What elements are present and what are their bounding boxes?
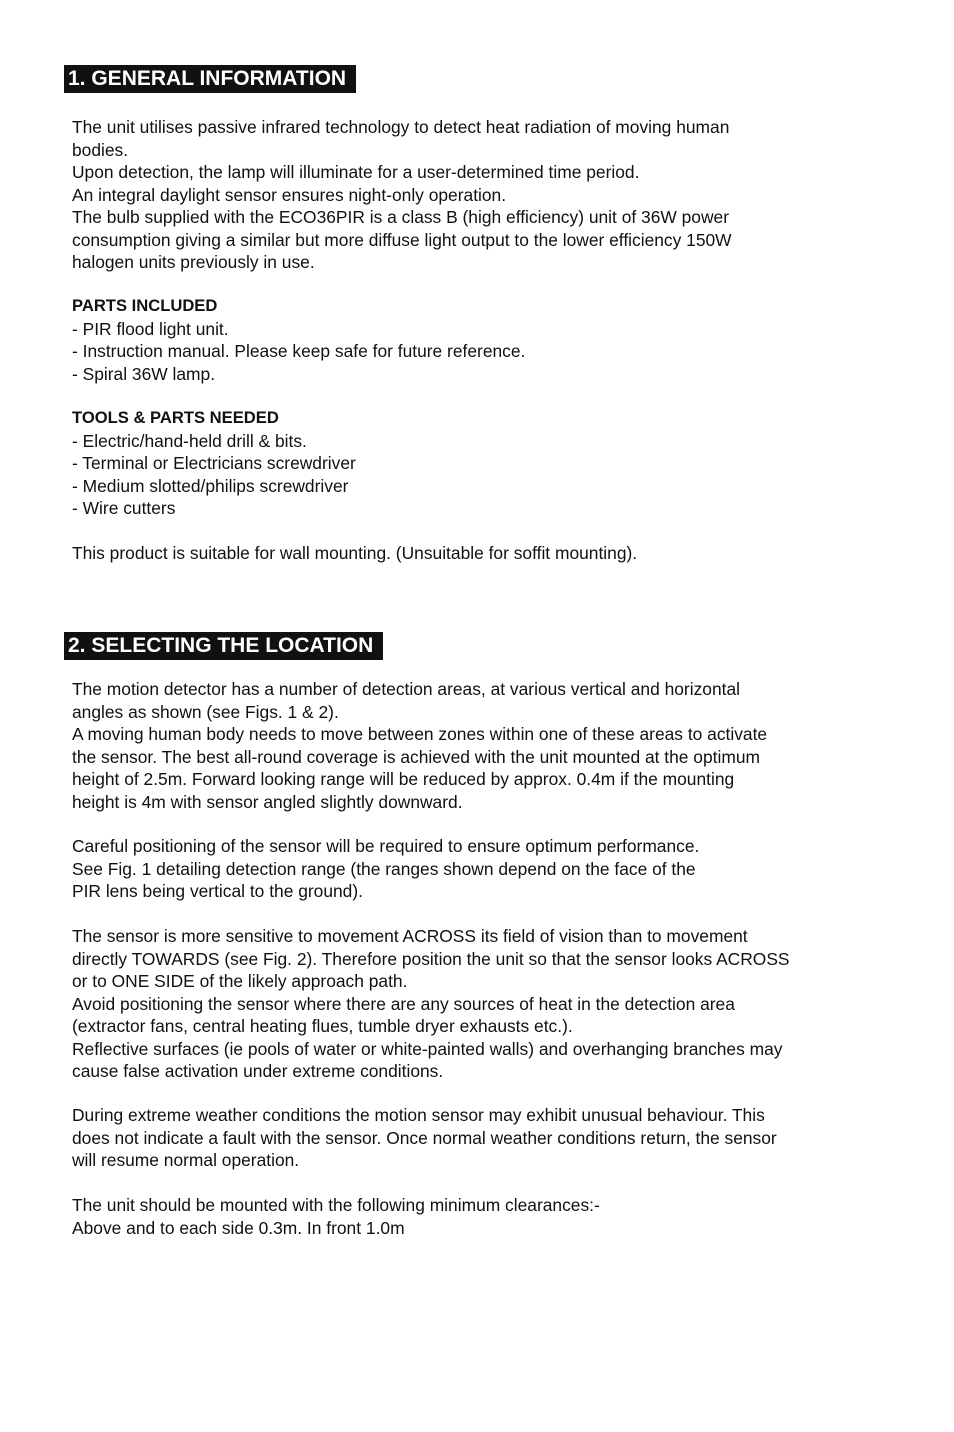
text-line: An integral daylight sensor ensures night-only operation. (72, 184, 507, 205)
location-paragraph-3 (72, 925, 872, 1083)
text-line: will resume normal operation. (72, 1150, 300, 1170)
text-line: The sensor is more sensitive to movement ACROSS its field of vision than to movement (72, 926, 748, 946)
text-line: Avoid positioning the sensor where there are any sources of heat in the detection area (72, 993, 735, 1014)
text-line: See Fig. 1 detailing detection range (the ranges shown depend on the face of the (72, 858, 696, 879)
text-line: bodies. (72, 139, 129, 160)
section-heading-general-information: 1. GENERAL INFORMATION (64, 65, 356, 93)
text-line: the sensor. The best all-round coverage is achieved with the unit mounted at the optimum (72, 746, 760, 767)
text-line: The unit should be mounted with the following minimum clearances:- (72, 1195, 600, 1215)
tools-needed-block (72, 407, 872, 520)
section-heading-selecting-location: 2. SELECTING THE LOCATION (64, 632, 383, 660)
text-line: Upon detection, the lamp will illuminate for a user-determined time period. (72, 162, 640, 182)
text-line: PIR lens being vertical to the ground). (72, 881, 363, 901)
clearances-paragraph (72, 1194, 872, 1239)
text-line: A moving human body needs to move between zones within one of these areas to activate (72, 724, 768, 744)
list-item: - Spiral 36W lamp. (72, 363, 216, 384)
location-paragraph-1 (72, 678, 872, 813)
list-item: - PIR flood light unit. (72, 318, 229, 339)
tools-needed-title: TOOLS & PARTS NEEDED (72, 408, 279, 427)
text-line: Reflective surfaces (ie pools of water or white-painted walls) and overhanging branches may (72, 1038, 783, 1059)
parts-included-title: PARTS INCLUDED (72, 296, 218, 315)
location-paragraph-4 (72, 1104, 872, 1172)
text-line: halogen units previously in use. (72, 252, 315, 272)
text-line: (extractor fans, central heating flues, tumble dryer exhausts etc.). (72, 1016, 573, 1036)
text-line: This product is suitable for wall mounting. (Unsuitable for soffit mounting). (72, 543, 638, 563)
text-line: or to ONE SIDE of the likely approach path. (72, 971, 408, 991)
general-information-intro (72, 116, 872, 274)
parts-included-block (72, 295, 872, 385)
text-line: Careful positioning of the sensor will be required to ensure optimum performance. (72, 836, 700, 856)
text-line: cause false activation under extreme conditions. (72, 1061, 444, 1081)
text-line: does not indicate a fault with the sensor. Once normal weather conditions return, the sensor (72, 1127, 777, 1148)
mounting-note (72, 542, 872, 565)
text-line: Above and to each side 0.3m. In front 1.0m (72, 1217, 405, 1238)
text-line: The unit utilises passive infrared technology to detect heat radiation of moving human (72, 117, 730, 137)
text-line: height is 4m with sensor angled slightly downward. (72, 791, 463, 812)
list-item: - Terminal or Electricians screwdriver (72, 453, 356, 473)
text-line: height of 2.5m. Forward looking range will be reduced by approx. 0.4m if the mounting (72, 769, 735, 789)
text-line: directly TOWARDS (see Fig. 2). Therefore position the unit so that the sensor looks ACROSS (72, 948, 790, 969)
text-line: The motion detector has a number of detection areas, at various vertical and horizontal (72, 679, 740, 699)
text-line: consumption giving a similar but more diffuse light output to the lower efficiency 150W (72, 229, 732, 250)
list-item: - Wire cutters (72, 498, 176, 518)
text-line: During extreme weather conditions the motion sensor may exhibit unusual behaviour. This (72, 1105, 765, 1125)
list-item: - Medium slotted/philips screwdriver (72, 475, 349, 496)
text-line: The bulb supplied with the ECO36PIR is a class B (high efficiency) unit of 36W power (72, 207, 729, 227)
list-item: - Electric/hand-held drill & bits. (72, 430, 307, 451)
location-paragraph-2 (72, 835, 872, 903)
list-item: - Instruction manual. Please keep safe for future reference. (72, 341, 526, 361)
text-line: angles as shown (see Figs. 1 & 2). (72, 701, 339, 722)
